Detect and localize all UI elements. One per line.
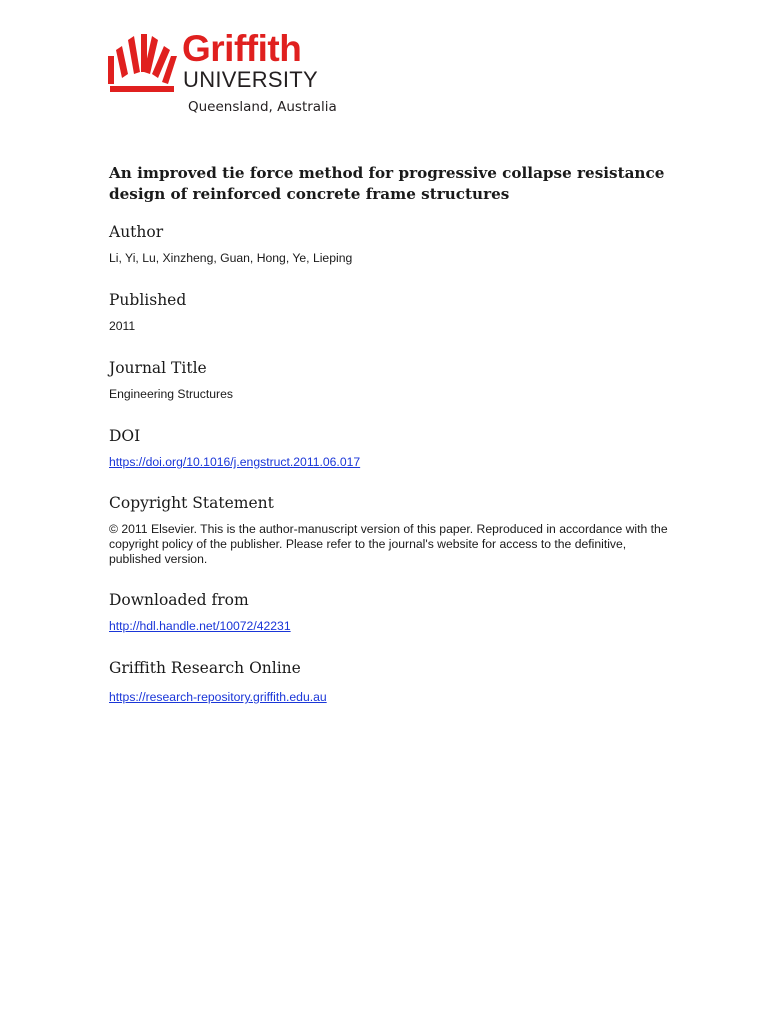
repository-section xyxy=(109,659,669,706)
author-section xyxy=(109,223,669,266)
journal-section xyxy=(109,359,669,402)
published-heading: Published xyxy=(109,291,187,309)
published-section xyxy=(109,291,669,334)
downloaded-section xyxy=(109,591,669,635)
journal-value: Engineering Structures xyxy=(109,387,233,401)
doi-section xyxy=(109,427,669,471)
paper-title: An improved tie force method for progressive collapse resistance design of reinforced concrete frame structures xyxy=(109,164,665,203)
doi-heading: DOI xyxy=(109,427,141,445)
journal-heading: Journal Title xyxy=(109,359,207,377)
logo-wordmark-griffith: Griffith xyxy=(182,28,302,69)
doi-link[interactable]: https://doi.org/10.1016/j.engstruct.2011.06.017 xyxy=(109,455,361,469)
published-value: 2011 xyxy=(109,319,136,333)
author-value: Li, Yi, Lu, Xinzheng, Guan, Hong, Ye, Lieping xyxy=(109,251,353,265)
logo-tagline: Queensland, Australia xyxy=(188,99,337,115)
repository-heading: Griffith Research Online xyxy=(109,659,301,677)
copyright-section xyxy=(109,494,669,567)
author-heading: Author xyxy=(109,223,164,241)
repository-link[interactable]: https://research-repository.griffith.edu.au xyxy=(109,690,327,704)
copyright-statement: © 2011 Elsevier. This is the author-manuscript version of this paper. Reproduced in accordance with the copyright policy of the publisher. Please refer to the journal's website for access to the definitive, published version. xyxy=(109,522,668,566)
logo-wordmark-university: UNIVERSITY xyxy=(183,67,319,92)
handle-link[interactable]: http://hdl.handle.net/10072/42231 xyxy=(109,619,291,633)
griffith-logo xyxy=(108,28,348,124)
copyright-heading: Copyright Statement xyxy=(109,494,274,512)
downloaded-heading: Downloaded from xyxy=(109,591,249,609)
griffith-crest-icon xyxy=(108,34,178,92)
